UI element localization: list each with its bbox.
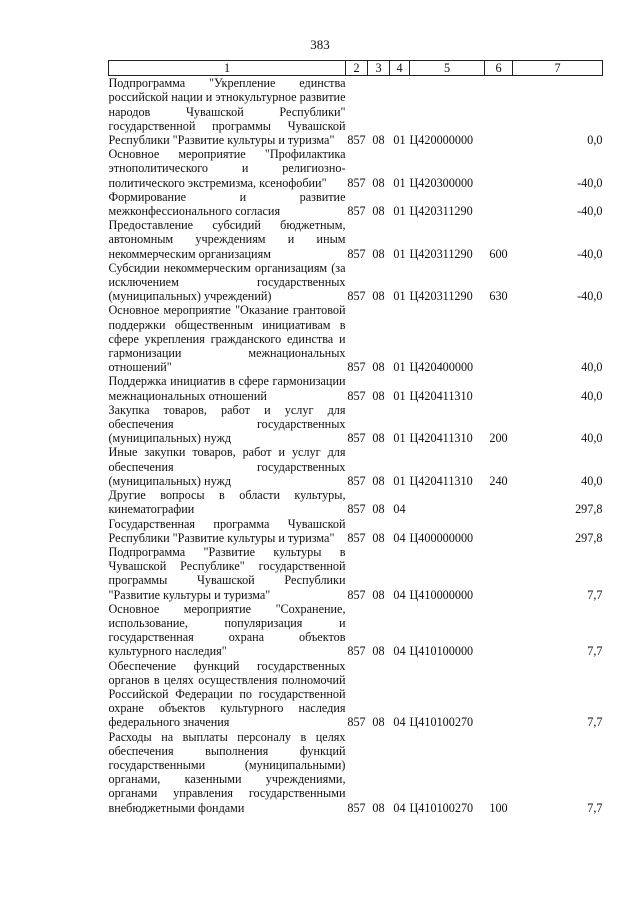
row-expense-type-code [485, 659, 513, 730]
row-name: Другие вопросы в области культуры, кинематографии [108, 488, 346, 517]
row-name: Субсидии некоммерческим организациям (за исключением государственных (муниципальных) учреждений) [108, 260, 346, 304]
row-ministry-code: 857 [347, 133, 366, 148]
row-amount: 40,0 [581, 473, 603, 488]
table-header [109, 61, 603, 76]
row-section-code: 08 [372, 587, 385, 602]
table-row [109, 445, 603, 488]
row-expense-type-code [485, 374, 513, 402]
row-target-code: Ц420400000 [409, 360, 474, 375]
row-ministry-code: 857 [347, 473, 366, 488]
row-amount: -40,0 [577, 289, 603, 304]
row-name: Иные закупки товаров, работ и услуг для обеспечения государственных (муниципальных) нужд [108, 445, 346, 488]
row-target-code: Ц420311290 [409, 204, 473, 219]
row-name: Государственная программа Чувашской Республики "Развитие культуры и туризма" [108, 516, 346, 545]
row-expense-type-code: 200 [489, 431, 508, 446]
row-subsection-code: 01 [393, 388, 406, 403]
table-row [109, 403, 603, 446]
row-name: Основное мероприятие "Сохранение, использование, популяризация и государственная охрана объектов культурного наследия" [108, 601, 346, 659]
row-target-code: Ц410100000 [409, 644, 474, 659]
row-ministry-code: 857 [347, 715, 366, 730]
row-section-code: 08 [372, 502, 385, 517]
row-amount: 297,8 [575, 530, 603, 545]
row-target-code [410, 488, 485, 516]
table-row [109, 190, 603, 218]
table-row [109, 730, 603, 815]
row-name: Закупка товаров, работ и услуг для обеспечения государственных (муниципальных) нужд [108, 402, 346, 446]
page-number: 383 [310, 37, 330, 52]
row-ministry-code: 857 [347, 175, 366, 190]
row-section-code: 08 [372, 133, 385, 148]
row-name: Подпрограмма "Укрепление единства российской нации и этнокультурное развитие народов Чувашской Республики" государственной программы Чувашской Республики "Развитие культуры и туризма" [108, 76, 346, 148]
row-target-code: Ц420300000 [409, 175, 474, 190]
row-amount: 7,7 [587, 800, 603, 815]
table-row [109, 261, 603, 304]
row-name: Поддержка инициатив в сфере гармонизации межнациональных отношений [108, 374, 346, 403]
row-target-code: Ц400000000 [409, 530, 474, 545]
table-row [109, 76, 603, 148]
row-subsection-code: 04 [393, 530, 406, 545]
row-expense-type-code [485, 76, 513, 148]
row-section-code: 08 [372, 246, 385, 261]
row-expense-type-code: 630 [489, 289, 508, 304]
row-amount: -40,0 [577, 246, 603, 261]
row-ministry-code: 857 [347, 587, 366, 602]
row-subsection-code: 01 [393, 360, 406, 375]
row-section-code: 08 [372, 715, 385, 730]
row-subsection-code: 01 [393, 133, 406, 148]
table-row [109, 659, 603, 730]
row-section-code: 08 [372, 360, 385, 375]
row-subsection-code: 04 [393, 644, 406, 659]
row-section-code: 08 [372, 530, 385, 545]
column-header-ministry: 2 [346, 61, 368, 76]
row-ministry-code: 857 [347, 644, 366, 659]
table-body [109, 76, 603, 815]
row-amount: 0,0 [587, 133, 603, 148]
table-row [109, 488, 603, 516]
row-subsection-code: 01 [393, 289, 406, 304]
row-name: Предоставление субсидий бюджетным, автономным учреждениям и иным некоммерческим организациям [108, 218, 346, 261]
row-ministry-code: 857 [347, 530, 366, 545]
row-subsection-code: 04 [393, 800, 406, 815]
row-section-code: 08 [372, 289, 385, 304]
table-row [109, 303, 603, 374]
column-header-section: 3 [368, 61, 390, 76]
row-name: Подпрограмма "Развитие культуры в Чувашской Республике" государственной программы Чувашской Республики "Развитие культуры и туризма" [108, 544, 346, 602]
row-amount: 40,0 [581, 431, 603, 446]
row-target-code: Ц420000000 [409, 133, 474, 148]
row-subsection-code: 01 [393, 246, 406, 261]
row-section-code: 08 [372, 473, 385, 488]
row-amount: 297,8 [575, 502, 603, 517]
row-expense-type-code: 600 [489, 246, 508, 261]
row-ministry-code: 857 [347, 204, 366, 219]
row-expense-type-code [485, 488, 513, 516]
row-ministry-code: 857 [347, 502, 366, 517]
row-amount: 7,7 [587, 715, 603, 730]
row-expense-type-code [485, 545, 513, 602]
column-header-subsection: 4 [390, 61, 410, 76]
row-target-code: Ц420311290 [409, 289, 473, 304]
row-target-code: Ц410100270 [409, 715, 474, 730]
table-row [109, 602, 603, 659]
row-subsection-code: 01 [393, 431, 406, 446]
row-section-code: 08 [372, 431, 385, 446]
row-name: Обеспечение функций государственных органов в целях осуществления полномочий Российской Федерации по государственной охране объектов культурного наследия федерального значения [108, 658, 346, 730]
row-section-code: 08 [372, 204, 385, 219]
row-amount: -40,0 [577, 204, 603, 219]
row-amount: 40,0 [581, 388, 603, 403]
row-section-code: 08 [372, 800, 385, 815]
header-row [109, 61, 603, 76]
row-target-code: Ц420411310 [409, 431, 473, 446]
row-subsection-code: 01 [393, 204, 406, 219]
row-subsection-code: 01 [393, 175, 406, 190]
row-amount: 40,0 [581, 360, 603, 375]
row-name: Основное мероприятие "Профилактика этнополитического и религиозно-политического экстремизма, ксенофобии" [108, 147, 346, 190]
row-target-code: Ц420411310 [409, 473, 473, 488]
row-amount: 7,7 [587, 587, 603, 602]
row-expense-type-code [485, 303, 513, 374]
table-row [109, 545, 603, 602]
row-target-code: Ц410100270 [409, 800, 474, 815]
table-row [109, 374, 603, 402]
row-target-code: Ц410000000 [409, 587, 474, 602]
row-subsection-code: 01 [393, 473, 406, 488]
column-header-name: 1 [109, 61, 346, 76]
column-header-amount: 7 [513, 61, 603, 76]
row-ministry-code: 857 [347, 388, 366, 403]
row-ministry-code: 857 [347, 800, 366, 815]
row-expense-type-code [485, 147, 513, 190]
row-amount: 7,7 [587, 644, 603, 659]
table-row [109, 517, 603, 545]
row-name: Расходы на выплаты персоналу в целях обеспечения выполнения функций государственными (муниципальными) органами, казенными учреждениями, органами управления государственными внебюджетными фондами [108, 729, 346, 815]
table-row [109, 147, 603, 190]
row-section-code: 08 [372, 175, 385, 190]
row-ministry-code: 857 [347, 246, 366, 261]
row-section-code: 08 [372, 644, 385, 659]
row-ministry-code: 857 [347, 289, 366, 304]
column-header-expense-type: 6 [485, 61, 513, 76]
row-expense-type-code [485, 517, 513, 545]
column-header-target-code: 5 [410, 61, 485, 76]
table-row [109, 218, 603, 261]
row-subsection-code: 04 [393, 587, 406, 602]
budget-table [108, 60, 603, 815]
row-subsection-code: 04 [393, 715, 406, 730]
row-amount: -40,0 [577, 175, 603, 190]
row-target-code: Ц420311290 [409, 246, 473, 261]
row-subsection-code: 04 [393, 502, 406, 517]
row-expense-type-code [485, 190, 513, 218]
row-expense-type-code: 240 [489, 473, 508, 488]
row-expense-type-code: 100 [489, 800, 508, 815]
row-section-code: 08 [372, 388, 385, 403]
row-target-code: Ц420411310 [409, 388, 473, 403]
row-name: Формирование и развитие межконфессионального согласия [108, 189, 346, 219]
row-ministry-code: 857 [347, 431, 366, 446]
row-name: Основное мероприятие "Оказание грантовой поддержки общественным инициативам в сфере укрепления гражданского единства и гармонизации межнациональных отношений" [108, 303, 346, 375]
row-expense-type-code [485, 602, 513, 659]
row-ministry-code: 857 [347, 360, 366, 375]
